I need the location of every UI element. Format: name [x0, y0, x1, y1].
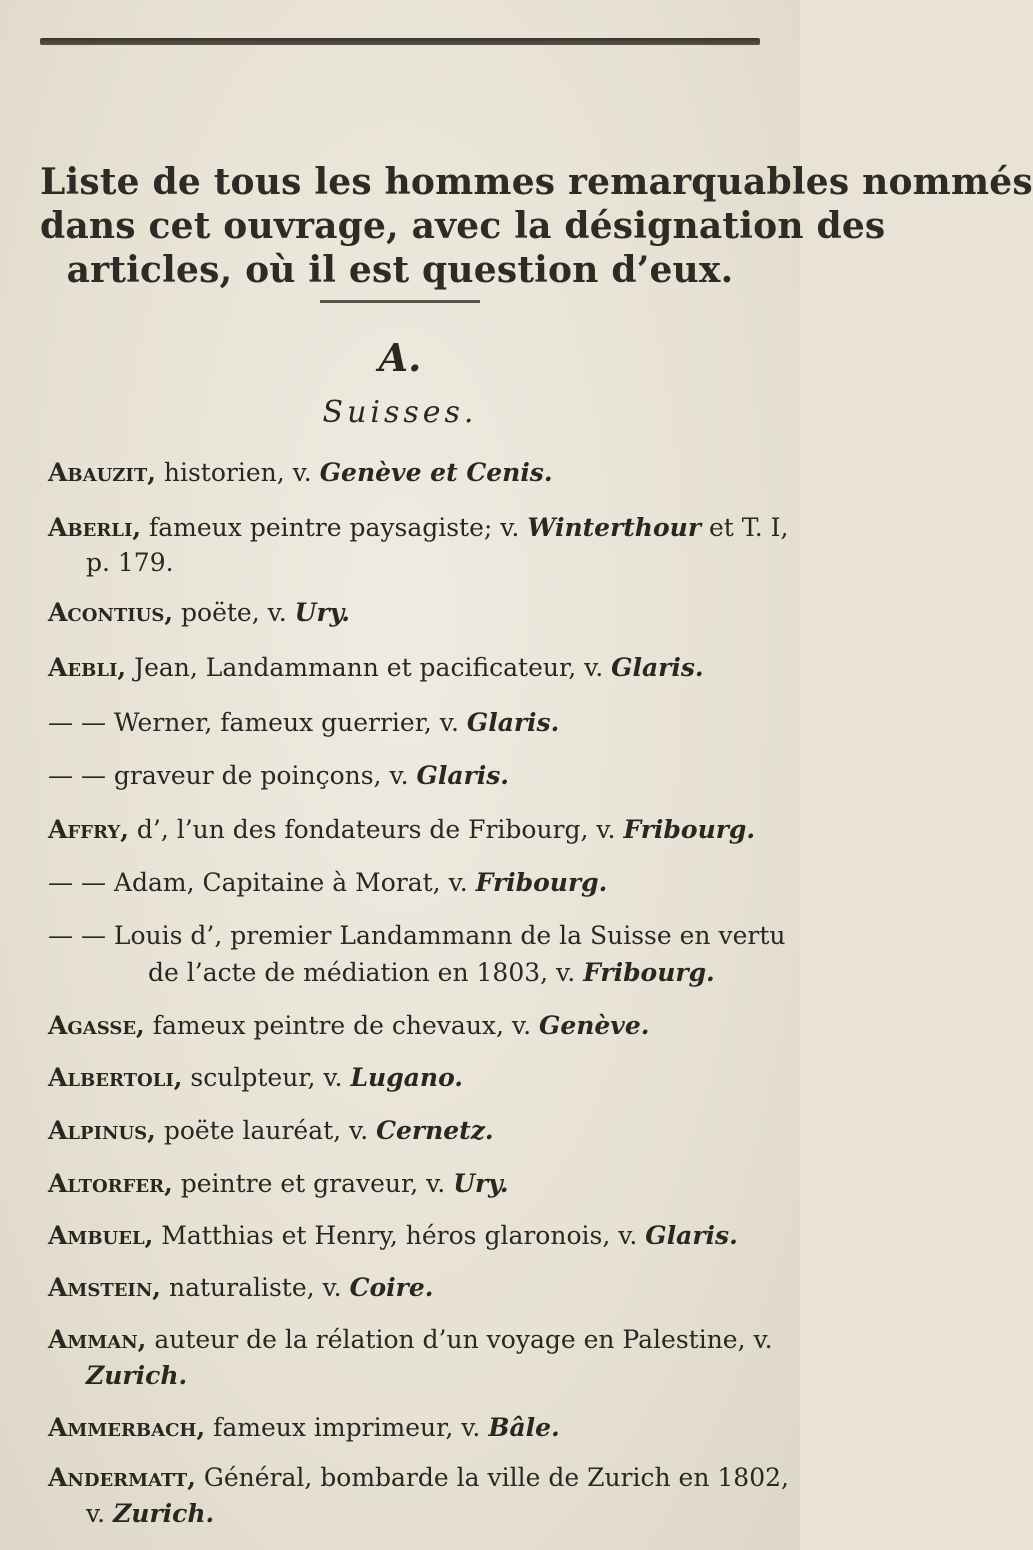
entry-affry-adam [48, 865, 768, 901]
entry-place: Lugano. [350, 1063, 464, 1092]
entry-text: naturaliste, v. [161, 1273, 350, 1302]
entry-name: Aberli, [48, 513, 142, 542]
entry-name: Acontius, [48, 598, 174, 627]
entry-aebli-werner [48, 705, 768, 741]
entry-text: poëte lauréat, v. [155, 1116, 377, 1145]
entry-place: Fribourg. [475, 868, 608, 897]
entry-amman [48, 1322, 773, 1358]
entry-name: Altorfer, [48, 1169, 173, 1198]
entry-aebli-jean [48, 650, 768, 686]
entry-place: Glaris. [611, 653, 704, 682]
header-rule [320, 300, 480, 303]
entry-place: Fribourg. [623, 815, 756, 844]
entry-acontius [48, 595, 768, 631]
entry-dash: — — [48, 921, 106, 950]
entry-text-2: de l’acte de médiation en 1803, v. [148, 958, 584, 987]
entry-aberli-cont: p. 179. [86, 548, 174, 577]
entry-name: Amstein, [48, 1273, 162, 1302]
entry-andermatt [48, 1460, 789, 1496]
entry-aberli [48, 510, 789, 546]
entry-text: Adam, Capitaine à Morat, v. [105, 868, 476, 897]
entry-name: Aebli, [48, 653, 127, 682]
entry-aebli-graveur [48, 758, 768, 794]
header-line-1: Liste de tous les hommes remarquables nommés [40, 161, 1033, 203]
entry-name: Affry, [48, 815, 129, 844]
entry-place: Genève et Cenis. [319, 458, 553, 487]
entry-text: Général, bombarde la ville de Zurich en 1802, [195, 1463, 789, 1492]
entry-amman-cont [48, 1358, 806, 1394]
entry-place: Glaris. [466, 708, 560, 737]
entry-text: d’, l’un des fondateurs de Fribourg, v. [128, 815, 624, 844]
page-header [40, 160, 1033, 292]
entry-text: peintre et graveur, v. [172, 1169, 454, 1198]
entry-place: Cernetz. [376, 1116, 494, 1145]
entry-place: Ury. [453, 1169, 509, 1198]
entry-text: Louis d’, premier Landammann de la Suisse en vertu [105, 921, 786, 950]
section-subheading: Suisses. [322, 395, 478, 430]
entry-text: Matthias et Henry, héros glaronois, v. [153, 1221, 646, 1250]
entry-place: Glaris. [645, 1221, 738, 1250]
section-letter: A. [378, 335, 422, 380]
entry-ammerbach [48, 1410, 768, 1446]
entry-place: Coire. [349, 1273, 434, 1302]
entry-amstein [48, 1270, 768, 1306]
entry-text: poëte, v. [173, 598, 295, 627]
entry-name: Alpinus, [48, 1116, 156, 1145]
entry-affry-louis [48, 918, 786, 954]
entry-text: fameux peintre paysagiste; v. [141, 513, 528, 542]
entry-dash: — — [48, 868, 106, 897]
entry-text: sculpteur, v. [182, 1063, 351, 1092]
entry-dash: — — [48, 761, 106, 790]
entry-text: Jean, Landammann et pacificateur, v. [126, 653, 612, 682]
header-line-3: articles, où il est question d’eux. [66, 249, 734, 291]
entry-agasse [48, 1008, 768, 1044]
entry-albertoli [48, 1060, 768, 1096]
entry-name: Ammerbach, [48, 1413, 206, 1442]
entry-place: Zurich. [113, 1499, 215, 1528]
entry-ambuel [48, 1218, 768, 1254]
entry-name: Ambuel, [48, 1221, 154, 1250]
entry-affry-louis-cont [48, 955, 868, 991]
entry-altorfer [48, 1166, 768, 1202]
entry-text: historien, v. [155, 458, 320, 487]
entry-text: Werner, fameux guerrier, v. [105, 708, 467, 737]
entry-abauzit [48, 455, 768, 491]
entry-affry [48, 812, 768, 848]
entry-name: Albertoli, [48, 1063, 183, 1092]
entry-name: Andermatt, [48, 1463, 196, 1492]
entry-place: Bâle. [488, 1413, 560, 1442]
entry-place: Ury. [294, 598, 351, 627]
entry-text: graveur de poinçons, v. [105, 761, 417, 790]
entry-dash: — — [48, 708, 106, 737]
entry-name: Amman, [48, 1325, 147, 1354]
entry-text: fameux peintre de chevaux, v. [144, 1011, 539, 1040]
entry-place: Fribourg. [583, 958, 715, 987]
entry-name: Agasse, [48, 1011, 145, 1040]
entry-alpinus [48, 1113, 768, 1149]
entry-place: Winterthour [527, 513, 702, 542]
entry-name: Abauzit, [48, 458, 156, 487]
header-line-2: dans cet ouvrage, avec la désignation des [40, 205, 886, 247]
top-rule [40, 38, 760, 45]
entry-place: Zurich. [86, 1361, 188, 1390]
entry-text-2: v. [86, 1499, 114, 1528]
entry-text-2: et T. I, [701, 513, 789, 542]
entry-andermatt-cont [48, 1496, 806, 1532]
entry-text: fameux imprimeur, v. [205, 1413, 489, 1442]
entry-place: Glaris. [416, 761, 509, 790]
entry-text: auteur de la rélation d’un voyage en Palestine, v. [146, 1325, 773, 1354]
entry-place: Genève. [538, 1011, 650, 1040]
